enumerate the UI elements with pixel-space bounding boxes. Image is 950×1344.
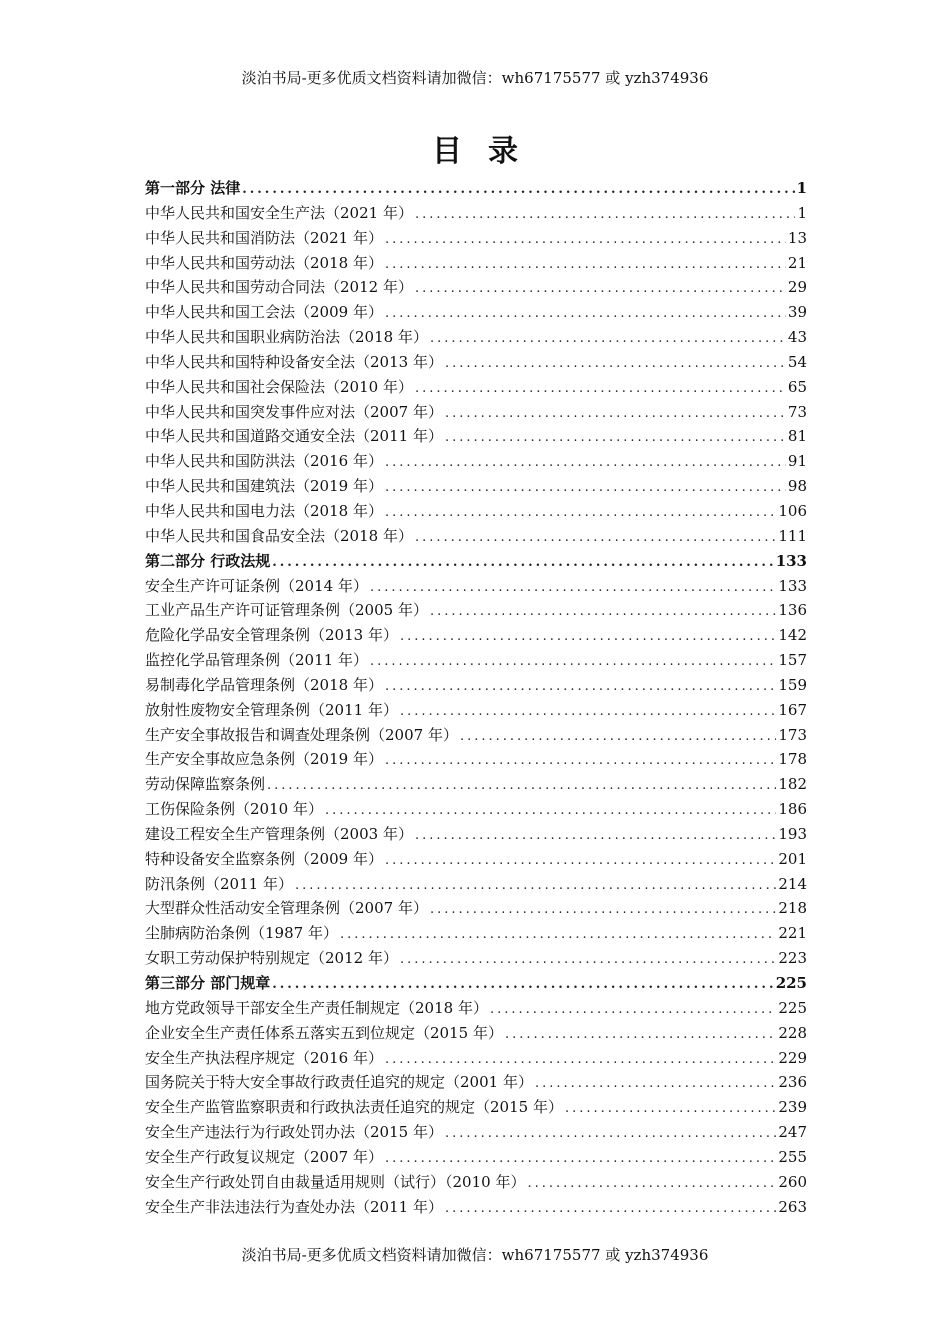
toc-entry-title: 安全生产许可证条例（2014 年） xyxy=(145,576,368,595)
toc-page-number: 39 xyxy=(787,303,807,322)
page-title: 目录 xyxy=(432,134,544,169)
toc-dot-leader xyxy=(370,650,776,673)
toc-entry-title: 劳动保障监察条例 xyxy=(145,775,266,794)
toc-page-number: 73 xyxy=(787,402,807,421)
toc-entry-title: 建设工程安全生产管理条例（2003 年） xyxy=(145,824,413,843)
toc-entry[interactable] xyxy=(145,747,807,772)
toc-entry[interactable] xyxy=(145,623,807,648)
toc-page-number: 263 xyxy=(778,1197,807,1216)
toc-entry-title: 中华人民共和国劳动法（2018 年） xyxy=(145,253,383,272)
toc-entry[interactable] xyxy=(145,524,807,549)
toc-dot-leader xyxy=(385,849,776,872)
toc-dot-leader xyxy=(385,302,786,325)
toc-dot-leader xyxy=(385,476,786,499)
toc-entry-title: 安全生产非法违法行为查处办法（2011 年） xyxy=(145,1197,443,1216)
toc-entry[interactable] xyxy=(145,1120,807,1145)
toc-dot-leader xyxy=(370,576,776,599)
toc-dot-leader xyxy=(385,1048,776,1071)
toc-dot-leader xyxy=(400,948,776,971)
header-note: 淡泊书局-更多优质文档资料请加微信：wh67175577 或 yzh374936 xyxy=(241,69,709,87)
toc-dot-leader xyxy=(445,426,786,449)
toc-page-number: 225 xyxy=(778,998,807,1017)
toc-dot-leader xyxy=(535,1072,776,1095)
toc-entry-title: 中华人民共和国社会保险法（2010 年） xyxy=(145,377,413,396)
toc-entry-title: 中华人民共和国防洪法（2016 年） xyxy=(145,452,383,471)
toc-entry[interactable] xyxy=(145,350,807,375)
toc-dot-leader xyxy=(295,874,776,897)
toc-entry-title: 放射性废物安全管理条例（2011 年） xyxy=(145,700,398,719)
toc-entry-title: 中华人民共和国特种设备安全法（2013 年） xyxy=(145,352,443,371)
toc-entry-title: 工业产品生产许可证管理条例（2005 年） xyxy=(145,601,428,620)
toc-page-number: 133 xyxy=(775,551,807,570)
toc-dot-leader xyxy=(430,600,776,623)
toc-page-number: 255 xyxy=(778,1147,807,1166)
toc-page-number: 223 xyxy=(778,949,807,968)
toc-dot-leader xyxy=(445,352,786,375)
toc-entry-title: 尘肺病防治条例（1987 年） xyxy=(145,924,338,943)
toc-entry-title: 企业安全生产责任体系五落实五到位规定（2015 年） xyxy=(145,1023,503,1042)
toc-page-number: 167 xyxy=(778,700,807,719)
toc-dot-leader xyxy=(490,998,776,1021)
toc-entry[interactable] xyxy=(145,400,807,425)
toc-entry[interactable] xyxy=(145,424,807,449)
table-of-contents xyxy=(145,176,807,1219)
toc-page-number: 54 xyxy=(787,352,807,371)
toc-entry-title: 安全生产违法行为行政处罚办法（2015 年） xyxy=(145,1123,443,1142)
toc-entry[interactable] xyxy=(145,847,807,872)
toc-page-number: 221 xyxy=(778,924,807,943)
toc-entry[interactable] xyxy=(145,300,807,325)
toc-page-number: 247 xyxy=(778,1123,807,1142)
toc-page-number: 229 xyxy=(778,1048,807,1067)
toc-page-number: 173 xyxy=(778,725,807,744)
toc-dot-leader xyxy=(415,824,776,847)
toc-entry[interactable] xyxy=(145,1170,807,1195)
toc-page-number: 142 xyxy=(778,626,807,645)
toc-page-number: 43 xyxy=(787,328,807,347)
toc-dot-leader xyxy=(565,1097,776,1120)
toc-page-number: 239 xyxy=(778,1098,807,1117)
toc-dot-leader xyxy=(385,1147,776,1170)
toc-entry-title: 中华人民共和国道路交通安全法（2011 年） xyxy=(145,427,443,446)
toc-page-number: 214 xyxy=(778,874,807,893)
toc-dot-leader xyxy=(445,402,786,425)
toc-entry[interactable] xyxy=(145,598,807,623)
toc-part-heading[interactable] xyxy=(145,971,807,996)
toc-entry[interactable] xyxy=(145,325,807,350)
toc-entry-title: 易制毒化学品管理条例（2018 年） xyxy=(145,675,383,694)
toc-entry-title: 国务院关于特大安全事故行政责任追究的规定（2001 年） xyxy=(145,1073,533,1092)
toc-entry-title: 安全生产行政复议规定（2007 年） xyxy=(145,1147,383,1166)
toc-part-heading[interactable] xyxy=(145,549,807,574)
toc-entry[interactable] xyxy=(145,449,807,474)
toc-dot-leader xyxy=(385,451,786,474)
toc-page-number: 201 xyxy=(778,849,807,868)
toc-page-number: 13 xyxy=(787,228,807,247)
toc-entry[interactable] xyxy=(145,772,807,797)
toc-entry-title: 生产安全事故报告和调查处理条例（2007 年） xyxy=(145,725,458,744)
toc-dot-leader xyxy=(415,526,776,549)
toc-page-number: 133 xyxy=(778,576,807,595)
toc-page-number: 21 xyxy=(787,253,807,272)
toc-entry[interactable] xyxy=(145,1095,807,1120)
toc-entry-title: 地方党政领导干部安全生产责任制规定（2018 年） xyxy=(145,998,488,1017)
toc-entry[interactable] xyxy=(145,474,807,499)
toc-entry-title: 防汛条例（2011 年） xyxy=(145,874,293,893)
toc-entry-title: 特种设备安全监察条例（2009 年） xyxy=(145,849,383,868)
toc-page-number: 81 xyxy=(787,427,807,446)
toc-dot-leader xyxy=(385,228,786,251)
toc-entry-title: 安全生产监管监察职责和行政执法责任追究的规定（2015 年） xyxy=(145,1098,563,1117)
toc-page-number: 136 xyxy=(778,601,807,620)
toc-dot-leader xyxy=(527,1172,776,1195)
toc-dot-leader xyxy=(445,1197,776,1220)
toc-entry[interactable] xyxy=(145,201,807,226)
toc-dot-leader xyxy=(272,551,773,574)
toc-page-number: 186 xyxy=(778,800,807,819)
toc-dot-leader xyxy=(505,1023,776,1046)
toc-page-number: 111 xyxy=(778,526,807,545)
toc-page-number: 157 xyxy=(778,651,807,670)
toc-entry[interactable] xyxy=(145,996,807,1021)
toc-page-number: 182 xyxy=(778,775,807,794)
toc-entry[interactable] xyxy=(145,648,807,673)
toc-dot-leader xyxy=(400,625,776,648)
toc-dot-leader xyxy=(415,277,786,300)
toc-entry-title: 中华人民共和国食品安全法（2018 年） xyxy=(145,526,413,545)
toc-part-heading[interactable] xyxy=(145,176,807,201)
toc-entry[interactable] xyxy=(145,673,807,698)
toc-page-number: 193 xyxy=(778,824,807,843)
toc-entry-title: 安全生产行政处罚自由裁量适用规则（试行）（2010 年） xyxy=(145,1172,526,1191)
toc-page-number: 236 xyxy=(778,1073,807,1092)
toc-dot-leader xyxy=(267,774,776,797)
toc-entry-title: 第一部分 法律 xyxy=(145,179,241,197)
toc-entry-title: 工伤保险条例（2010 年） xyxy=(145,800,323,819)
toc-page-number: 260 xyxy=(778,1172,807,1191)
toc-entry-title: 安全生产执法程序规定（2016 年） xyxy=(145,1048,383,1067)
toc-entry[interactable] xyxy=(145,896,807,921)
toc-entry-title: 第三部分 部门规章 xyxy=(145,974,271,992)
toc-entry[interactable] xyxy=(145,797,807,822)
toc-dot-leader xyxy=(272,973,773,996)
toc-dot-leader xyxy=(415,203,796,226)
toc-entry[interactable] xyxy=(145,226,807,251)
toc-page-number: 106 xyxy=(778,501,807,520)
toc-entry-title: 生产安全事故应急条例（2019 年） xyxy=(145,750,383,769)
toc-entry[interactable] xyxy=(145,275,807,300)
toc-entry[interactable] xyxy=(145,1145,807,1170)
toc-page-number: 65 xyxy=(787,377,807,396)
toc-entry[interactable] xyxy=(145,698,807,723)
toc-page-number: 98 xyxy=(787,477,807,496)
toc-entry-title: 中华人民共和国电力法（2018 年） xyxy=(145,501,383,520)
toc-page-number: 91 xyxy=(787,452,807,471)
toc-page-number: 159 xyxy=(778,675,807,694)
toc-entry-title: 大型群众性活动安全管理条例（2007 年） xyxy=(145,899,428,918)
toc-page-number: 218 xyxy=(778,899,807,918)
toc-entry[interactable] xyxy=(145,375,807,400)
toc-entry-title: 中华人民共和国劳动合同法（2012 年） xyxy=(145,278,413,297)
toc-page-number: 225 xyxy=(775,974,807,992)
toc-page-number: 1 xyxy=(796,179,807,197)
toc-entry-title: 女职工劳动保护特别规定（2012 年） xyxy=(145,949,398,968)
toc-dot-leader xyxy=(385,749,776,772)
toc-entry-title: 第二部分 行政法规 xyxy=(145,551,271,570)
toc-entry[interactable] xyxy=(145,872,807,897)
toc-entry[interactable] xyxy=(145,574,807,599)
toc-dot-leader xyxy=(415,377,786,400)
toc-entry[interactable] xyxy=(145,723,807,748)
toc-entry-title: 中华人民共和国消防法（2021 年） xyxy=(145,228,383,247)
toc-dot-leader xyxy=(430,898,776,921)
toc-entry[interactable] xyxy=(145,1021,807,1046)
toc-dot-leader xyxy=(400,700,776,723)
toc-entry[interactable] xyxy=(145,921,807,946)
toc-entry-title: 中华人民共和国建筑法（2019 年） xyxy=(145,477,383,496)
toc-entry-title: 中华人民共和国突发事件应对法（2007 年） xyxy=(145,402,443,421)
toc-entry[interactable] xyxy=(145,499,807,524)
toc-dot-leader xyxy=(340,923,776,946)
toc-entry[interactable] xyxy=(145,1070,807,1095)
toc-entry[interactable] xyxy=(145,946,807,971)
toc-dot-leader xyxy=(385,675,776,698)
toc-page-number: 228 xyxy=(778,1023,807,1042)
toc-entry[interactable] xyxy=(145,1046,807,1071)
toc-entry-title: 危险化学品安全管理条例（2013 年） xyxy=(145,626,398,645)
toc-dot-leader xyxy=(325,799,776,822)
toc-dot-leader xyxy=(242,178,794,201)
toc-dot-leader xyxy=(385,253,786,276)
toc-entry-title: 监控化学品管理条例（2011 年） xyxy=(145,651,368,670)
toc-entry[interactable] xyxy=(145,822,807,847)
toc-entry[interactable] xyxy=(145,1195,807,1220)
toc-dot-leader xyxy=(430,327,786,350)
footer-note: 淡泊书局-更多优质文档资料请加微信：wh67175577 或 yzh374936 xyxy=(241,1246,709,1264)
toc-page-number: 1 xyxy=(797,203,807,222)
toc-entry-title: 中华人民共和国工会法（2009 年） xyxy=(145,303,383,322)
toc-page-number: 178 xyxy=(778,750,807,769)
toc-entry-title: 中华人民共和国安全生产法（2021 年） xyxy=(145,203,413,222)
toc-page-number: 29 xyxy=(787,278,807,297)
toc-dot-leader xyxy=(385,501,776,524)
toc-entry-title: 中华人民共和国职业病防治法（2018 年） xyxy=(145,328,428,347)
toc-dot-leader xyxy=(460,725,776,748)
toc-entry[interactable] xyxy=(145,251,807,276)
toc-dot-leader xyxy=(445,1122,776,1145)
